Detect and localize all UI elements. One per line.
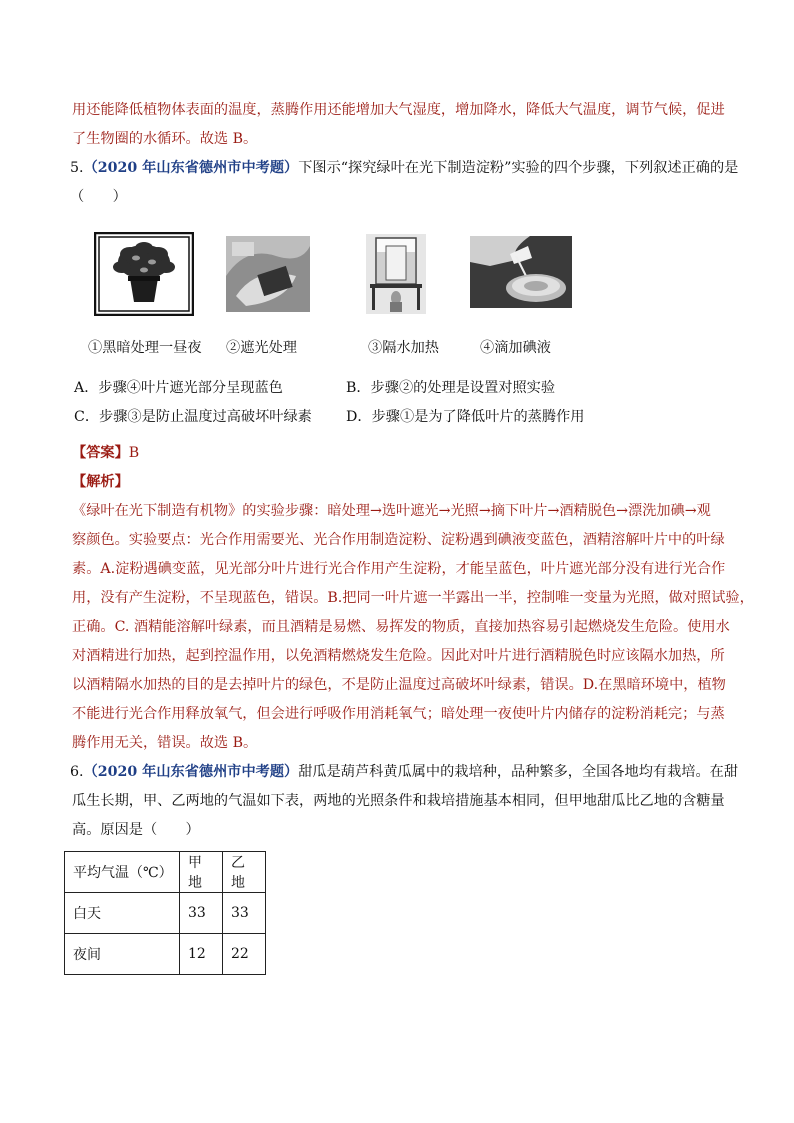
table-cell: 白天 [65,893,180,934]
q5-source: （2020 年山东省德州市中考题） [83,160,299,176]
q5-options [72,377,732,439]
water-bath-image [366,234,426,314]
analysis-line: 用，没有产生淀粉，不呈现蓝色，错误。B.把同一叶片遮一半露出一半，控制唯一变量为光照，做对照试验， [72,590,754,606]
table-cell: 22 [223,934,266,975]
q6-stem-text: 甜瓜是葫芦科黄瓜属中的栽培种，品种繁多，全国各地均有栽培。在甜 [298,764,739,780]
analysis-line: 《绿叶在光下制造有机物》的实验步骤：暗处理→选叶遮光→光照→摘下叶片→酒精脱色→漂洗加碘→观 [72,503,711,519]
analysis-line: 腾作用无关，错误。故选 B。 [72,735,258,751]
analysis-line: 以酒精隔水加热的目的是去掉叶片的绿色，不是防止温度过高破坏叶绿素，错误。D.在黑暗环境中，植物 [72,677,726,693]
iodine-drop-image [470,236,572,308]
q5-stem [70,154,739,183]
temperature-table [64,851,266,975]
potted-plant-image [94,232,194,316]
table-row [65,893,266,934]
option-c: C．步骤③是防止温度过高破坏叶绿素 [74,409,312,425]
caption-step-2: ②遮光处理 [226,340,297,356]
covered-leaf-image [226,236,310,312]
q5-analysis-heading [72,468,732,497]
q6-number: 6. [70,764,84,780]
analysis-line: 对酒精进行加热，起到控温作用，以免酒精燃烧发生危险。因此对叶片进行酒精脱色时应该隔水加热，所 [72,648,725,664]
caption-step-3: ③隔水加热 [368,340,439,356]
q5-analysis [72,497,754,758]
q6-stem-line-3: 高。原因是（ ） [72,822,200,838]
analysis-line: 素。A.淀粉遇碘变蓝，见光部分叶片进行光合作用产生淀粉，才能呈蓝色，叶片遮光部分没有进行光合作 [72,561,726,577]
table-cell: 33 [180,893,223,934]
table-header-cell: 甲地 [180,852,223,893]
intro-line-2: 了生物圈的水循环。故选 B。 [72,131,258,147]
answer-label: 【答案】 [72,445,129,461]
table-cell: 夜间 [65,934,180,975]
option-b: B．步骤②的处理是设置对照实验 [346,380,556,396]
analysis-line: 不能进行光合作用释放氧气，但会进行呼吸作用消耗氧气；暗处理一夜使叶片内储存的淀粉消耗完；与蒸 [72,706,725,722]
option-a: A．步骤④叶片遮光部分呈现蓝色 [74,380,283,396]
q5-answer [72,439,732,468]
table-row [65,934,266,975]
q6-stem [70,758,739,787]
q5-blank: （ ） [70,189,127,205]
table-cell: 33 [223,893,266,934]
caption-step-4: ④滴加碘液 [480,340,551,356]
q5-figure [72,232,732,377]
table-header-cell: 乙地 [223,852,266,893]
document-page [70,96,754,975]
table-header-cell: 平均气温（℃） [65,852,180,893]
q6-stem-line-2: 瓜生长期，甲、乙两地的气温如下表，两地的光照条件和栽培措施基本相同，但甲地甜瓜比乙地的含糖量 [72,793,725,809]
answer-value: B [128,445,140,461]
q5-stem-text: 下图示“探究绿叶在光下制造淀粉”实验的四个步骤，下列叙述正确的是 [298,160,739,176]
option-d: D．步骤①是为了降低叶片的蒸腾作用 [346,409,585,425]
intro-line-1: 用还能降低植物体表面的温度，蒸腾作用还能增加大气湿度，增加降水，降低大气温度，调节气候，促进 [72,102,725,118]
q6-source: （2020 年山东省德州市中考题） [83,764,299,780]
table-header-row [65,852,266,893]
caption-step-1: ①黑暗处理一昼夜 [88,340,202,356]
analysis-label: 【解析】 [72,474,129,490]
analysis-line: 正确。C. 酒精能溶解叶绿素，而且酒精是易燃、易挥发的物质，直接加热容易引起燃烧发生危险。使用水 [72,619,730,635]
analysis-line: 察颜色。实验要点：光合作用需要光、光合作用制造淀粉、淀粉遇到碘液变蓝色，酒精溶解叶片中的叶绿 [72,532,725,548]
table-cell: 12 [180,934,223,975]
q5-number: 5. [70,160,84,176]
